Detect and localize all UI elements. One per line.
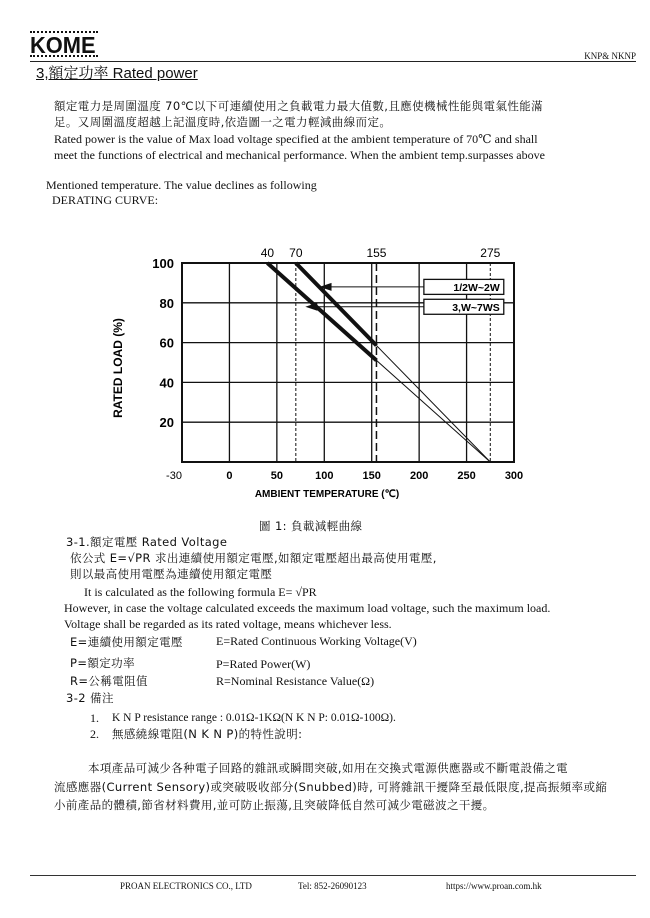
note2-num: 2.: [90, 727, 99, 741]
series-line-thick: [267, 263, 376, 360]
intro-cn-line1: 額定電力是周圍溫度 70℃以下可連續使用之負載電力最大值數,且應使機械性能與電氣性能滿: [54, 99, 544, 113]
def-e-en: E=Rated Continuous Working Voltage(V): [216, 634, 417, 648]
footer-company: PROAN ELECTRONICS CO., LTD: [120, 881, 252, 891]
x-axis-label: AMBIENT TEMPERATURE (℃): [254, 489, 400, 500]
def-p-cn: P=額定功率: [70, 656, 135, 670]
y-tick-label: 60: [159, 335, 174, 351]
y-tick-label: 80: [159, 295, 174, 311]
top-mark-label: 40: [260, 246, 275, 260]
section31-title-text: 3-1.額定電壓 Rated Voltage: [66, 535, 228, 549]
y-tick-label: 100: [152, 256, 174, 271]
y-tick-label: 40: [159, 375, 174, 391]
x-tick-label: -30: [166, 470, 182, 482]
footer-url[interactable]: https://www.proan.com.hk: [446, 881, 542, 891]
note2-text: 無感繞線電阻(N K N P)的特性說明:: [112, 727, 303, 741]
y-axis-label: RATED LOAD (%): [111, 318, 125, 418]
series-line-thick: [296, 263, 377, 346]
chart-marks: [267, 263, 503, 462]
top-mark-label: 155: [366, 246, 387, 260]
section31-cn-line1: 依公式 E=√PR 求出連續使用額定電壓,如額定電壓超出最高使用電壓,: [70, 551, 437, 565]
footer-divider: [30, 875, 636, 876]
derating-label: DERATING CURVE:: [52, 193, 159, 207]
legend-label: 3,W~7WS: [452, 301, 500, 314]
para-line2: 流感應器(Current Sensory)或突破吸收部分(Snubbed)時, 可將雜訊干擾降至最低限度,提高振頻率或縮: [54, 780, 608, 794]
section32-title: 3-2 備注: [66, 691, 114, 705]
para-line1: 本項產品可減少各种電子回路的雜訊或瞬間突破,如用在交換式電源供應器或不斷電設備之電: [88, 761, 569, 775]
x-tick-label: 100: [315, 470, 334, 482]
section-title: 3,額定功率 Rated power: [36, 65, 198, 82]
intro-en-line1: Rated power is the value of Max load voltage specified at the ambient temperature of 70℃ and shall: [54, 132, 538, 146]
top-mark-label: 70: [289, 246, 303, 260]
section31-title: [66, 534, 227, 550]
x-tick-label: 250: [457, 470, 476, 482]
x-tick-label: 150: [362, 470, 381, 482]
series-line-thin: [376, 360, 490, 462]
section31-en-line1: However, in case the voltage calculated exceeds the maximum load voltage, such the maximum load.: [64, 601, 551, 615]
intro-cn-line2: 足。又周圍溫度超越上記溫度時,依造圖一之電力輕減曲線而定。: [54, 115, 392, 129]
chart-caption: 圖 1: 負載減輕曲線: [259, 519, 363, 533]
def-r-en: R=Nominal Resistance Value(Ω): [216, 674, 375, 688]
formula-line: It is calculated as the following formula E= √PR: [84, 585, 317, 599]
product-code: KNP& NKNP: [584, 51, 636, 61]
x-tick-label: 0: [226, 470, 233, 482]
x-tick-label: 50: [270, 470, 283, 482]
def-p-en: P=Rated Power(W): [216, 657, 311, 671]
series-line-thin: [376, 346, 490, 462]
footer-tel: Tel: 852-26090123: [298, 881, 367, 891]
top-mark-label: 275: [480, 246, 501, 260]
para-line3: 小前產品的體積,節省材料費用,並可防止振蕩,且突破降低自然可減少電磁波之干擾。: [54, 798, 495, 812]
section31-cn-line2: 則以最高使用電壓為連續使用額定電壓: [70, 567, 273, 581]
x-tick-label: 200: [409, 470, 429, 482]
derating-chart: [100, 240, 540, 510]
logo-text: KOME: [30, 32, 96, 58]
y-tick-label: 20: [159, 415, 174, 431]
note1-num: 1.: [90, 711, 99, 725]
section31-en-line2: Voltage shall be regarded as its rated voltage, means whichever less.: [64, 617, 392, 631]
note1-text: K N P resistance range : 0.01Ω-1KΩ(N K N P: 0.01Ω-100Ω).: [112, 712, 396, 724]
x-tick-label: 300: [504, 470, 524, 482]
def-e-cn: E=連續使用額定電壓: [70, 635, 183, 649]
intro-en-line2: meet the functions of electrical and mechanical performance. When the ambient temp.surpasses above: [54, 148, 545, 162]
kome-logo: [30, 31, 98, 59]
def-r-cn: R=公稱電阻值: [70, 674, 148, 688]
intro-en-line3: Mentioned temperature. The value declines as following: [46, 178, 317, 192]
legend-label: 1/2W~2W: [453, 281, 500, 294]
